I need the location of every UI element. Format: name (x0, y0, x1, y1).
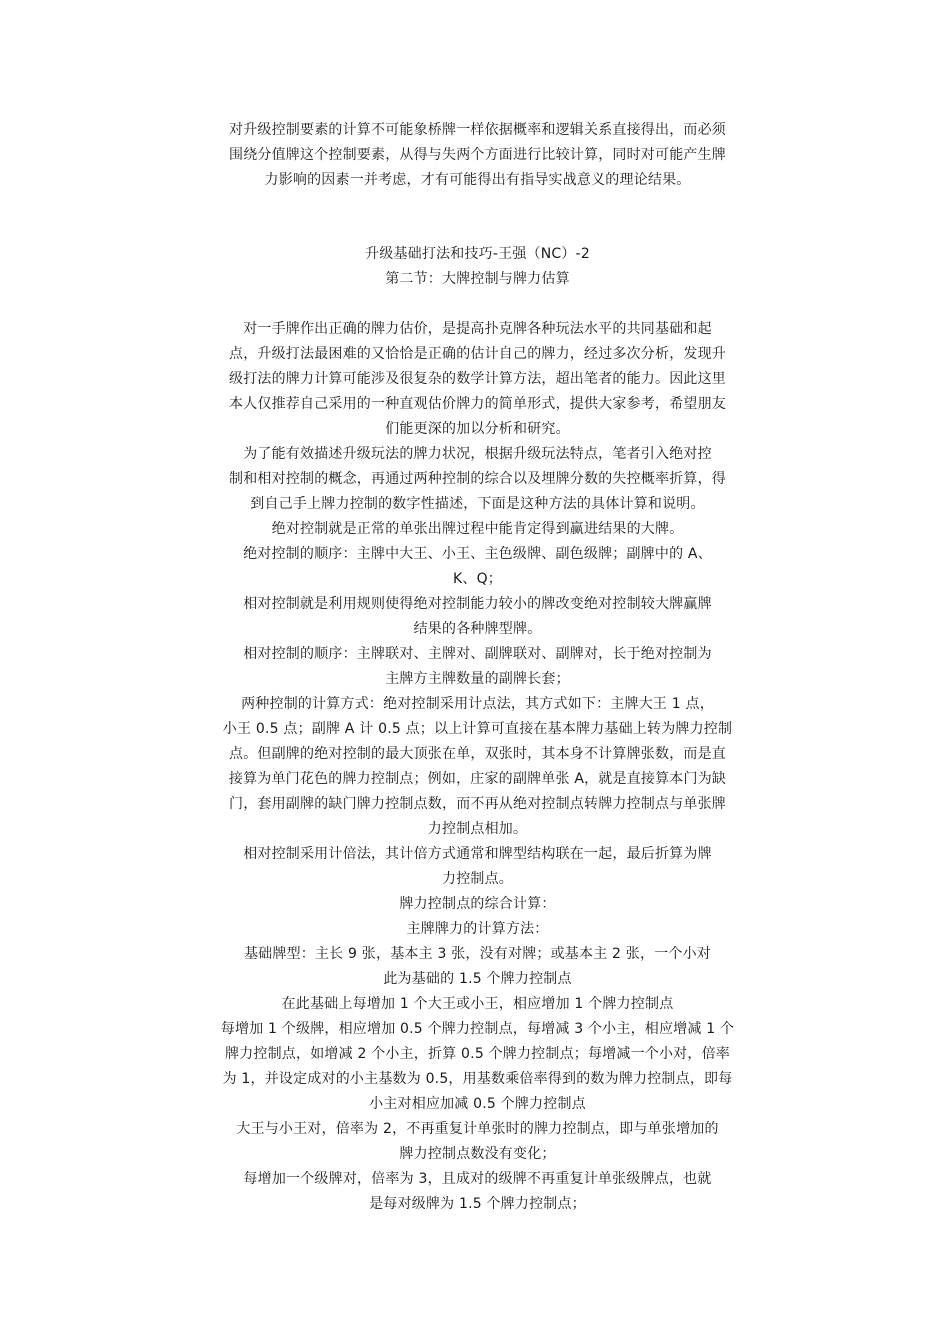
body-line: 结果的各种牌型牌。 (413, 621, 542, 637)
body-line: 本人仅推荐自己采用的一种直观估价牌力的简单形式，提供大家参考，希望朋友 (229, 396, 726, 412)
body-line: 主牌方主牌数量的副牌长套； (385, 671, 570, 687)
body-line: 相对控制采用计倍法，其计倍方式通常和牌型结构联在一起，最后折算为牌 (243, 846, 712, 862)
body-line: 为了能有效描述升级玩法的牌力状况，根据升级玩法特点，笔者引入绝对控 (243, 446, 712, 462)
body-line: 为 1，并设定成对的小主基数为 0.5，用基数乘倍率得到的数为牌力控制点，即每 (222, 1071, 733, 1087)
body-line: 在此基础上每增加 1 个大王或小王，相应增加 1 个牌力控制点 (281, 996, 674, 1012)
body-line: 接算为单门花色的牌力控制点；例如，庄家的副牌单张 A，就是直接算本门为缺 (228, 771, 727, 787)
section-title: 第二节：大牌控制与牌力估算 (385, 271, 570, 287)
body-line: 两种控制的计算方式：绝对控制采用计点法，其方式如下：主牌大王 1 点， (241, 696, 714, 712)
body-line: 主牌牌力的计算方法： (406, 921, 549, 937)
body-line: 小王 0.5 点；副牌 A 计 0.5 点；以上计算可直接在基本牌力基础上转为牌力控制 (222, 721, 733, 737)
body-line: 门，套用副牌的缺门牌力控制点数，而不再从绝对控制点转牌力控制点与单张牌 (229, 796, 726, 812)
body-line: 力控制点。 (442, 871, 513, 887)
body-line: 基础牌型：主长 9 张，基本主 3 张，没有对牌；或基本主 2 张，一个小对 (243, 946, 712, 962)
article-heading (205, 242, 750, 292)
body-line: 绝对控制的顺序：主牌中大王、小王、主色级牌、副色级牌；副牌中的 A、 (243, 546, 712, 562)
intro-line: 围绕分值牌这个控制要素，从得与失两个方面进行比较计算，同时对可能产生牌 (229, 147, 726, 163)
body-line: 是每对级牌为 1.5 个牌力控制点； (369, 1196, 586, 1212)
body-line: 绝对控制就是正常的单张出牌过程中能肯定得到赢进结果的大牌。 (271, 521, 684, 537)
intro-paragraph (205, 118, 750, 193)
body-line: 到自己手上牌力控制的数字性描述，下面是这种方法的具体计算和说明。 (250, 496, 705, 512)
body-line: 相对控制就是利用规则使得绝对控制能力较小的牌改变绝对控制较大牌赢牌 (243, 596, 712, 612)
body-line: 力控制点相加。 (427, 821, 528, 837)
body-line: 们能更深的加以分析和研究。 (385, 421, 570, 437)
body-line: 小主对相应加减 0.5 个牌力控制点 (369, 1096, 586, 1112)
body-line: 对一手牌作出正确的牌力估价，是提高扑克牌各种玩法水平的共同基础和起 (243, 321, 712, 337)
body-line: 牌力控制点的综合计算： (399, 896, 556, 912)
body-line: 牌力控制点，如增减 2 个小主，折算 0.5 个牌力控制点；每增减一个小对，倍率 (225, 1046, 730, 1062)
body-line: 相对控制的顺序：主牌联对、主牌对、副牌联对、副牌对，长于绝对控制为 (243, 646, 712, 662)
body-line: 大王与小王对，倍率为 2，不再重复计单张时的牌力控制点，即与单张增加的 (236, 1121, 719, 1137)
body-line: 点，升级打法最困难的又恰恰是正确的估计自己的牌力，经过多次分析，发现升 (229, 346, 726, 362)
intro-line: 力影响的因素一并考虑，才有可能得出有指导实战意义的理论结果。 (264, 172, 691, 188)
body-line: 级打法的牌力计算可能涉及很复杂的数学计算方法，超出笔者的能力。因此这里 (229, 371, 726, 387)
body-line: 每增加 1 个级牌，相应增加 0.5 个牌力控制点，每增减 3 个小主，相应增减 1 个 (220, 1021, 735, 1037)
body-line: 牌力控制点数没有变化； (399, 1146, 556, 1162)
body-line: 制和相对控制的概念，再通过两种控制的综合以及埋牌分数的失控概率折算，得 (229, 471, 726, 487)
body-line: K、Q； (452, 571, 502, 587)
body-line: 每增加一个级牌对，倍率为 3，且成对的级牌不再重复计单张级牌点，也就 (243, 1171, 712, 1187)
article-body (205, 317, 750, 1217)
article-title: 升级基础打法和技巧-王强（NC）-2 (365, 246, 590, 262)
intro-line: 对升级控制要素的计算不可能象桥牌一样依据概率和逻辑关系直接得出，而必须 (229, 122, 726, 138)
body-line: 此为基础的 1.5 个牌力控制点 (383, 971, 572, 987)
body-line: 点。但副牌的绝对控制的最大顶张在单，双张时，其本身不计算牌张数，而是直 (229, 746, 726, 762)
